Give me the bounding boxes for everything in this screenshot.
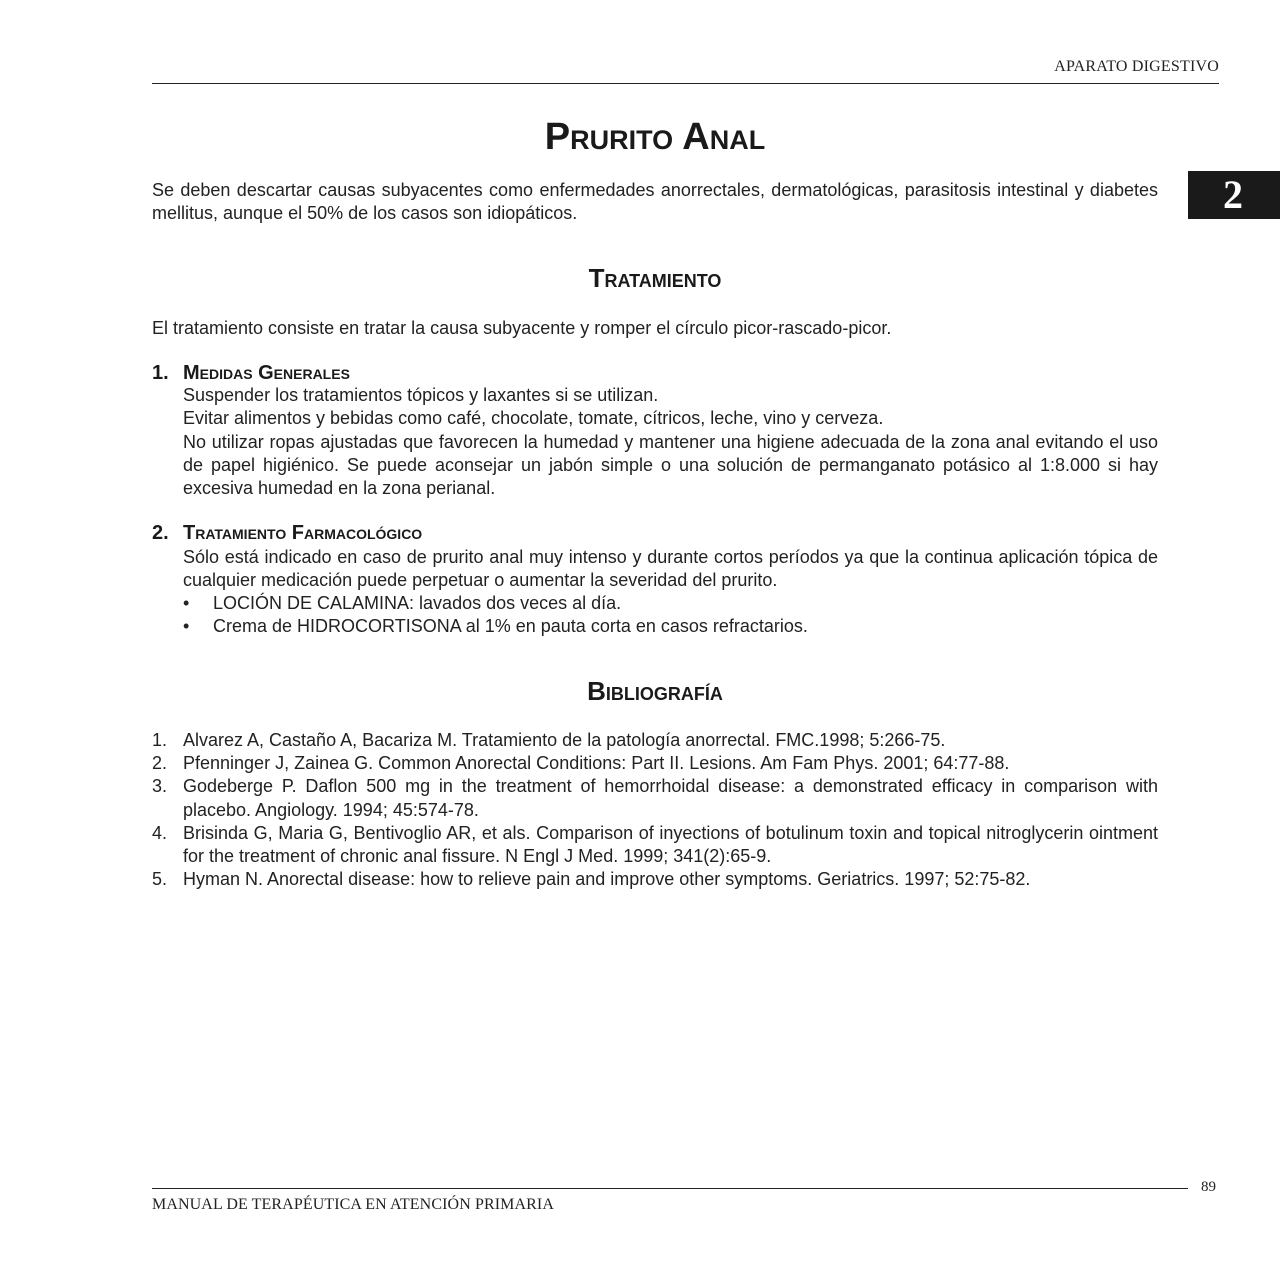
- reference-text: Brisinda G, Maria G, Bentivoglio AR, et als. Comparison of inyections of botulinum toxin and topical nitroglycerin ointment for the treatment of chronic anal fissure. N Engl J Med. 1999; 341(2):65-9.: [183, 822, 1158, 867]
- reference-text: Alvarez A, Castaño A, Bacariza M. Tratamiento de la patología anorrectal. FMC.1998; 5:266-75.: [183, 730, 946, 750]
- tratamiento-heading: Tratamiento: [588, 263, 722, 293]
- section-1-line: No utilizar ropas ajustadas que favorecen la humedad y mantener una higiene adecuada de la zona anal evitando el uso de papel higiénico. Se puede aconsejar un jabón simple o una solución de permanganato potásico al 1:8.000 si hay excesiva humedad en la zona perianal.: [183, 431, 1158, 499]
- section-2-line: Sólo está indicado en caso de prurito anal muy intenso y durante cortos períodos ya que la continua aplicación tópica de cualquier medicación puede perpetuar o aumentar la severidad del prurito.: [183, 547, 1158, 591]
- list-item: [152, 729, 1158, 752]
- section-1-title: Medidas Generales: [183, 362, 350, 384]
- reference-number: 3.: [152, 776, 168, 797]
- bullet-icon: •: [183, 593, 190, 613]
- list-item: [152, 775, 1158, 821]
- reference-text: Pfenninger J, Zainea G. Common Anorectal Conditions: Part II. Lesions. Am Fam Phys. 2001; 64:77-88.: [183, 753, 1010, 774]
- chapter-tab: 2: [1188, 171, 1280, 219]
- reference-number: 5.: [152, 869, 168, 890]
- section-1-heading: [152, 361, 350, 385]
- section-1-line: Suspender los tratamientos tópicos y laxantes si se utilizan.: [183, 385, 659, 405]
- section-2-title: Tratamiento Farmacológico: [183, 522, 423, 544]
- header-rule: [152, 83, 1219, 84]
- page-number: 89: [1201, 1179, 1216, 1195]
- section-2-number: 2.: [152, 522, 169, 544]
- running-footer: MANUAL DE TERAPÉUTICA EN ATENCIÓN PRIMARIA: [152, 1196, 554, 1213]
- bullet-text: Crema de HIDROCORTISONA al 1% en pauta corta en casos refractarios.: [213, 616, 808, 637]
- section-1-line: Evitar alimentos y bebidas como café, chocolate, tomate, cítricos, leche, vino y cerveza.: [183, 408, 884, 429]
- bibliography-list: [152, 729, 1158, 891]
- section-2-heading: [152, 521, 422, 545]
- list-item: [152, 822, 1158, 868]
- footer-rule: [152, 1188, 1188, 1189]
- list-item: [183, 592, 1158, 615]
- reference-number: 2.: [152, 753, 168, 774]
- tratamiento-intro: El tratamiento consiste en tratar la causa subyacente y romper el círculo picor-rascado-picor.: [152, 318, 892, 338]
- section-1-body: [183, 384, 1158, 500]
- list-item: [152, 752, 1158, 775]
- bullet-icon: •: [183, 616, 190, 637]
- intro-paragraph: Se deben descartar causas subyacentes como enfermedades anorrectales, dermatológicas, parasitosis intestinal y diabetes mellitus, aunque el 50% de los casos son idiopáticos.: [152, 180, 1158, 224]
- reference-number: 4.: [152, 822, 168, 843]
- page-title: Prurito Anal: [544, 116, 766, 158]
- bullet-text: LOCIÓN DE CALAMINA: lavados dos veces al día.: [213, 593, 622, 613]
- list-item: [152, 868, 1158, 891]
- section-1-number: 1.: [152, 362, 169, 384]
- section-2-body: [183, 546, 1158, 593]
- reference-text: Hyman N. Anorectal disease: how to relieve pain and improve other symptoms. Geriatrics. 1997; 52:75-82.: [183, 869, 1031, 890]
- reference-text: Godeberge P. Daflon 500 mg in the treatment of hemorrhoidal disease: a demonstrated efficacy in comparison with placebo. Angiology. 1994; 45:574-78.: [183, 776, 1158, 820]
- treatment-bullet-list: [183, 592, 1158, 639]
- list-item: [183, 615, 1158, 638]
- bibliografia-heading: Bibliografía: [587, 676, 723, 706]
- reference-number: 1.: [152, 730, 168, 750]
- running-header: APARATO DIGESTIVO: [1054, 58, 1219, 75]
